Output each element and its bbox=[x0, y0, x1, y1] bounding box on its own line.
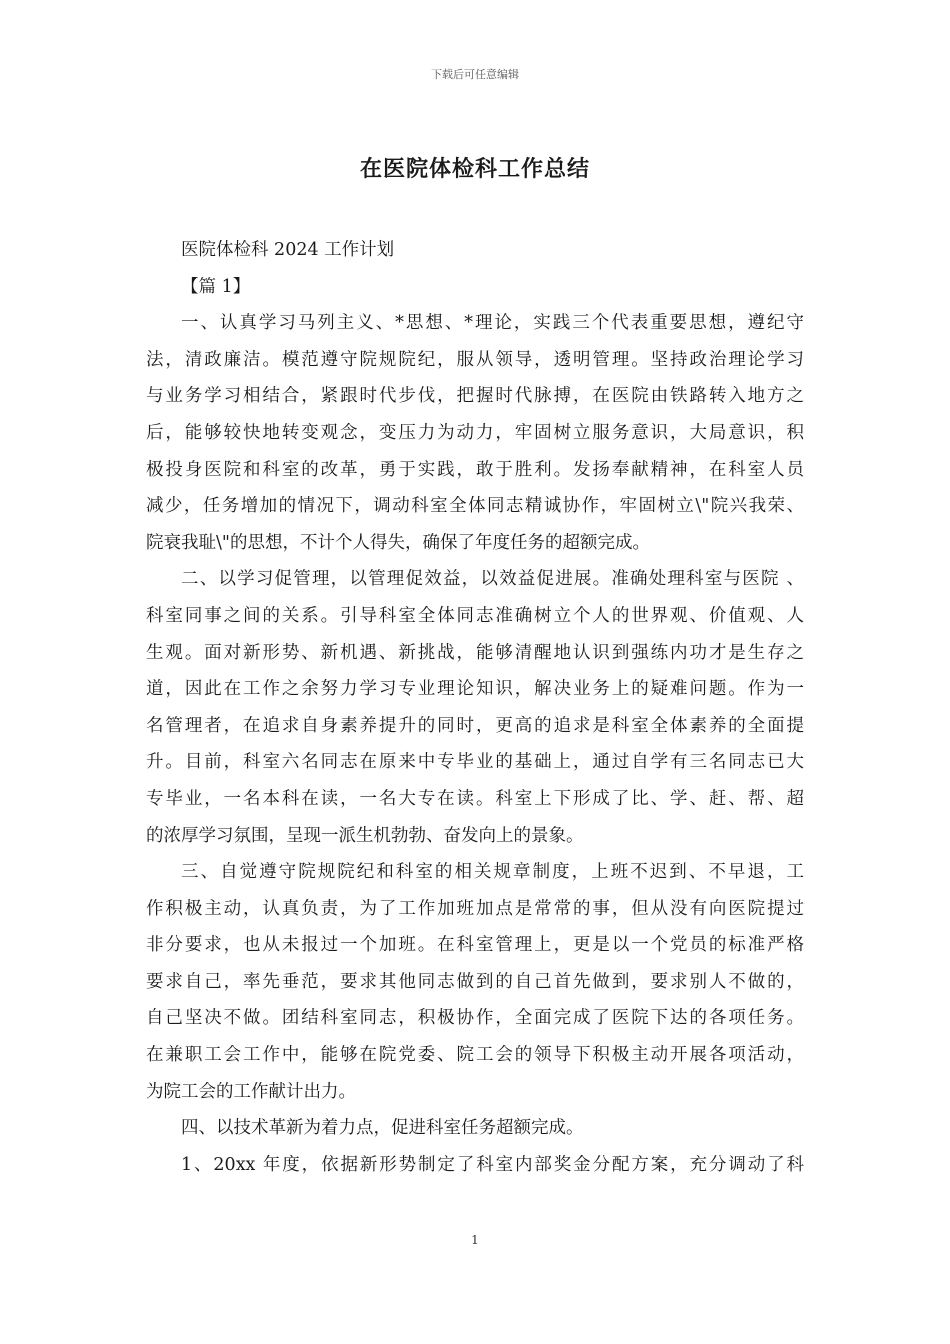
text-line: 院衰我耻\"的思想，不计个人得失，确保了年度任务的超额完成。 bbox=[146, 532, 650, 553]
text-line: 生观。面对新形势、新机遇、新挑战，能够清醒地认识到强练内功才是生存之 bbox=[146, 642, 804, 663]
text-line: 要求自己，率先垂范，要求其他同志做到的自己首先做到，要求别人不做的， bbox=[146, 971, 804, 992]
text-line: 一、认真学习马列主义、*思想、*理论，实践三个代表重要思想，遵纪守 bbox=[181, 313, 804, 334]
text-line: 极投身医院和科室的改革，勇于实践，敢于胜利。发扬奉献精神，在科室人员 bbox=[146, 459, 804, 480]
text-line: 医院体检科 2024 工作计划 bbox=[181, 240, 395, 260]
text-line: 自己坚决不做。团结科室同志，积极协作，全面完成了医院下达的各项任务。 bbox=[146, 1008, 804, 1029]
text-line: 与业务学习相结合，紧跟时代步伐，把握时代脉搏，在医院由铁路转入地方之 bbox=[146, 386, 804, 407]
text-line: 在兼职工会工作中，能够在院党委、院工会的领导下积极主动开展各项活动， bbox=[146, 1045, 804, 1066]
text-line: 的浓厚学习氛围，呈现一派生机勃勃、奋发向上的景象。 bbox=[146, 825, 584, 846]
text-line: 为院工会的工作献计出力。 bbox=[146, 1081, 356, 1102]
text-line: 专毕业，一名本科在读，一名大专在读。科室上下形成了比、学、赶、帮、超 bbox=[146, 788, 804, 809]
text-line: 减少，任务增加的情况下，调动科室全体同志精诚协作，牢固树立\"院兴我荣、 bbox=[146, 496, 804, 517]
text-line: 二、以学习促管理，以管理促效益，以效益促进展。准确处理科室与医院 、 bbox=[181, 569, 804, 590]
text-line: 四、以技术革新为着力点，促进科室任务超额完成。 bbox=[181, 1118, 584, 1139]
document-body bbox=[146, 232, 804, 1183]
text-line: 名管理者，在追求自身素养提升的同时，更高的追求是科室全体素养的全面提 bbox=[146, 715, 804, 736]
text-line: 三、自觉遵守院规院纪和科室的相关规章制度，上班不迟到、不早退，工 bbox=[181, 862, 804, 883]
page-number: 1 bbox=[471, 1233, 479, 1247]
text-line: 后，能够较快地转变观念，变压力为动力，牢固树立服务意识，大局意识，积 bbox=[146, 422, 804, 443]
text-line: 【篇 1】 bbox=[181, 276, 251, 297]
text-line: 科室同事之间的关系。引导科室全体同志准确树立个人的世界观、价值观、人 bbox=[146, 605, 804, 626]
text-line: 升。目前，科室六名同志在原来中专毕业的基础上，通过自学有三名同志已大 bbox=[146, 752, 804, 773]
text-line: 法，清政廉洁。模范遵守院规院纪，服从领导，透明管理。坚持政治理论学习 bbox=[146, 349, 804, 370]
document-title: 在医院体检科工作总结 bbox=[359, 156, 590, 182]
text-line: 1、20xx 年度，依据新形势制定了科室内部奖金分配方案，充分调动了科 bbox=[181, 1154, 804, 1175]
text-line: 作积极主动，认真负责，为了工作加班加点是常常的事，但从没有向医院提过 bbox=[146, 898, 804, 919]
text-line: 非分要求，也从未报过一个加班。在科室管理上，更是以一个党员的标准严格 bbox=[146, 935, 804, 956]
text-line: 道，因此在工作之余努力学习专业理论知识，解决业务上的疑难问题。作为一 bbox=[146, 679, 804, 700]
header-note: 下载后可任意编辑 bbox=[431, 68, 519, 81]
